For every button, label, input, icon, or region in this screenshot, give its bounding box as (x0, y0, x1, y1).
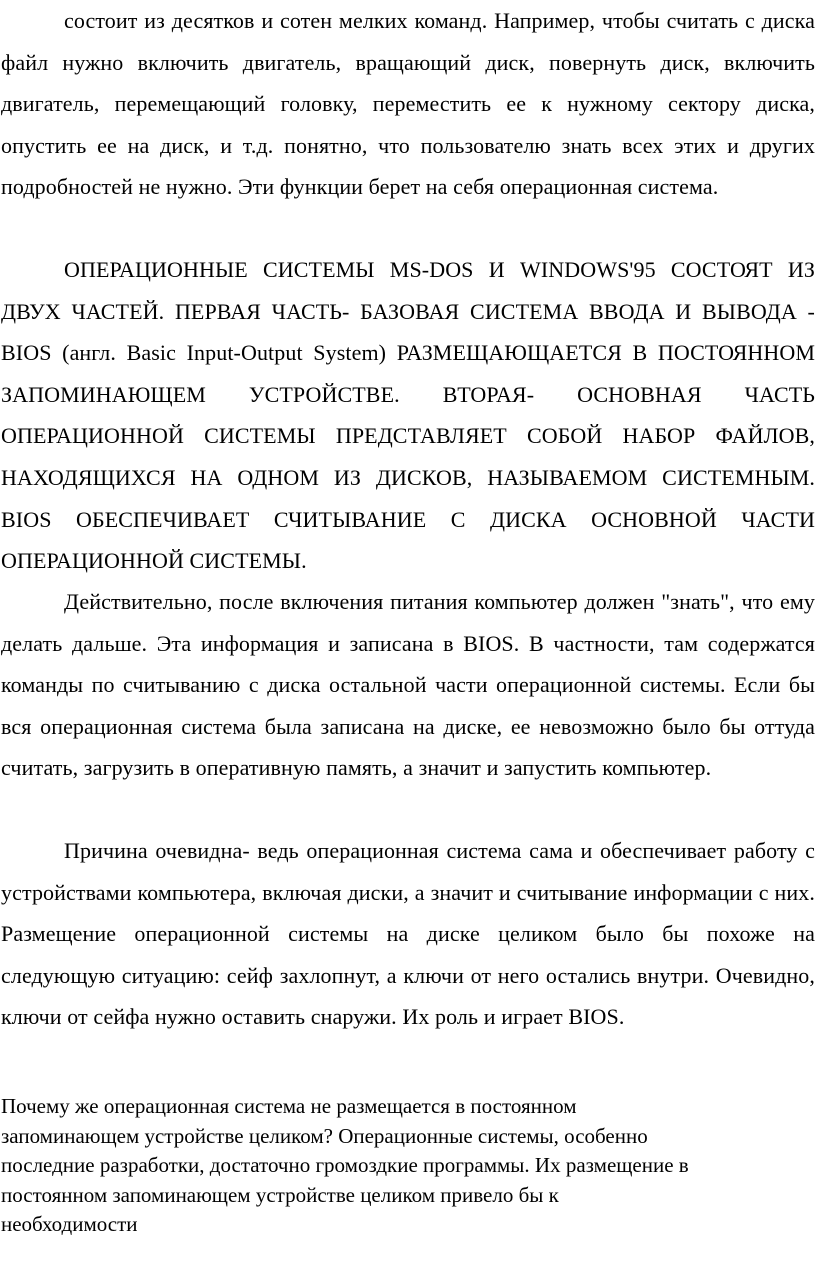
text-line: последние разработки, достаточно громоздкие программы. Их размещение в (1, 1153, 689, 1177)
paragraph-disk-commands: состоит из десятков и сотен мелких команд. Например, чтобы считать с диска файл нужно включить двигатель, вращающий диск, повернуть диск, включить двигатель, перемещающий головку, переместить ее к нужному сектору диска, опустить ее на диск, и т.д. понятно, что пользователю знать всех этих и других подробностей не нужно. Эти функции берет на себя операционная система. (1, 8, 815, 200)
paragraph-os-parts: ОПЕРАЦИОННЫЕ СИСТЕМЫ MS-DOS И WINDOWS'95 СОСТОЯТ ИЗ ДВУХ ЧАСТЕЙ. ПЕРВАЯ ЧАСТЬ- БАЗОВАЯ СИСТЕМА ВВОДА И ВЫВОДА - BIOS (англ. Basic Input-Output System) РАЗМЕЩАЮЩАЕТСЯ В ПОСТОЯННОМ ЗАПОМИНАЮЩЕМ УСТРОЙСТВЕ. ВТОРАЯ- ОСНОВНАЯ ЧАСТЬ ОПЕРАЦИОННОЙ СИСТЕМЫ ПРЕДСТАВЛЯЕТ СОБОЙ НАБОР ФАЙЛОВ, НАХОДЯЩИХСЯ НА ОДНОМ ИЗ ДИСКОВ, НАЗЫВАЕМОМ СИСТЕМНЫМ. BIOS ОБЕСПЕЧИВАЕТ СЧИТЫВАНИЕ С ДИСКА ОСНОВНОЙ ЧАСТИ ОПЕРАЦИОННОЙ СИСТЕМЫ. (1, 257, 815, 574)
text-line: постоянном запоминающем устройстве целиком привело бы к (1, 1182, 559, 1207)
paragraph-rom-question (1, 1092, 815, 1240)
text-line: Почему же операционная система не размещается в постоянном (1, 1094, 577, 1118)
text-line: запоминающем устройстве целиком? Операционные системы, особенно (1, 1123, 648, 1148)
text-line: необходимости (1, 1212, 138, 1236)
paragraph-safe-analogy: Причина очевидна- ведь операционная система сама и обеспечивает работу с устройствами компьютера, включая диски, а значит и считывание информации с них. Размещение операционной системы на диске целиком было бы похоже на следующую ситуацию: сейф захлопнут, а ключи от него остались внутри. Очевидно, ключи от сейфа нужно оставить снаружи. Их роль и играет BIOS. (1, 838, 815, 1030)
paragraph-bios-role: Действительно, после включения питания компьютер должен "знать", что ему делать дальше. Эта информация и записана в BIOS. В частности, там содержатся команды по считыванию с диска остальной части операционной системы. Если бы вся операционная система была записана на диске, ее невозможно было бы оттуда считать, загрузить в оперативную память, а значит и запустить компьютер. (1, 589, 815, 781)
